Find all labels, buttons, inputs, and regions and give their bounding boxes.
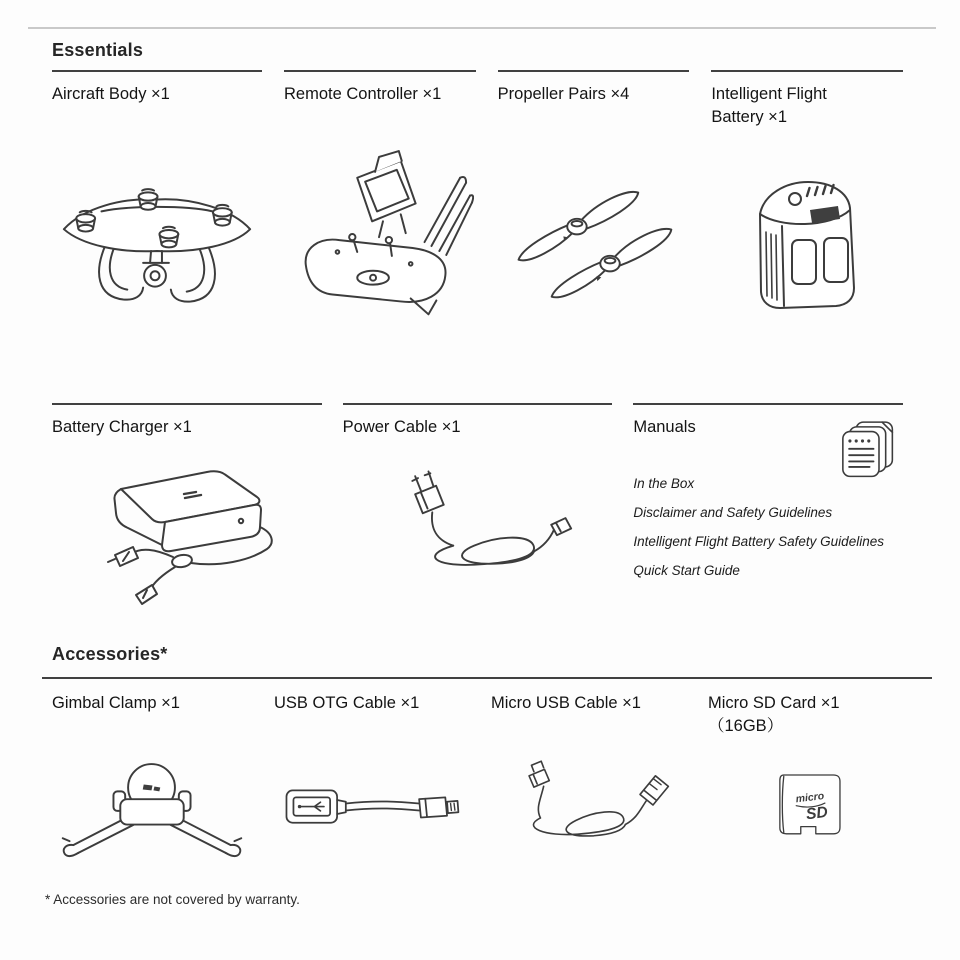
- micro-sd-card-label: Micro SD Card ×1: [708, 694, 840, 712]
- manuals-list-item: Intelligent Flight Battery Safety Guidelines: [633, 534, 884, 549]
- essentials-row-1: [52, 70, 903, 369]
- accessories-heading: Accessories*: [52, 644, 168, 664]
- item-power-cable: [343, 403, 613, 618]
- manuals-list-item: Disclaimer and Safety Guidelines: [633, 505, 833, 520]
- item-label-usb-otg-cable: USB OTG Cable ×1: [274, 694, 420, 712]
- propeller-pair-illustration: [498, 129, 690, 369]
- battery-charger-illustration: [52, 440, 322, 618]
- item-flight-battery: [711, 70, 903, 369]
- manuals-list-item: In the Box: [633, 476, 695, 491]
- essentials-heading: Essentials: [52, 40, 144, 60]
- item-label-manuals: Manuals: [633, 418, 696, 436]
- item-micro-sd-card: [708, 679, 903, 866]
- item-label-remote-controller: Remote Controller ×1: [284, 85, 442, 103]
- item-label-propeller-pairs: Propeller Pairs ×4: [497, 85, 630, 103]
- item-manuals: [633, 403, 903, 618]
- aircraft-drone-illustration: [52, 129, 262, 369]
- item-battery-charger: [52, 403, 322, 618]
- item-label-aircraft-body: Aircraft Body ×1: [52, 85, 170, 103]
- gimbal-clamp-illustration: [52, 748, 252, 866]
- item-micro-usb-cable: [491, 679, 686, 866]
- item-label-battery-charger: Battery Charger ×1: [52, 418, 192, 436]
- item-label-gimbal-clamp: Gimbal Clamp ×1: [52, 694, 180, 712]
- micro-sd-card-illustration: [708, 748, 903, 866]
- top-divider: [28, 27, 936, 29]
- manuals-list-item: Quick Start Guide: [633, 563, 740, 578]
- micro-sd-logo-bottom: SD: [804, 803, 829, 824]
- item-label-micro-sd-card: [708, 692, 903, 744]
- item-gimbal-clamp: [52, 679, 252, 866]
- essentials-row-2: [52, 403, 903, 618]
- remote-controller-illustration: [284, 129, 476, 369]
- item-label-power-cable: Power Cable ×1: [342, 418, 461, 436]
- flight-battery-illustration: [711, 129, 903, 369]
- item-propeller-pairs: [498, 70, 690, 369]
- warranty-footnote: * Accessories are not covered by warranty.: [45, 892, 300, 907]
- accessories-row: [52, 679, 903, 866]
- micro-sd-card-capacity: （16GB）: [708, 717, 784, 735]
- item-usb-otg-cable: [274, 679, 469, 866]
- item-remote-controller: [284, 70, 476, 369]
- item-label-flight-battery: Intelligent Flight Battery ×1: [711, 85, 827, 126]
- usb-otg-cable-illustration: [274, 748, 469, 866]
- manuals-documents-icon: [835, 419, 901, 490]
- micro-sd-logo-top: micro: [794, 791, 825, 806]
- micro-usb-cable-illustration: [491, 748, 686, 866]
- power-cable-illustration: [343, 440, 613, 618]
- item-aircraft-body: [52, 70, 262, 369]
- item-label-micro-usb-cable: Micro USB Cable ×1: [491, 694, 641, 712]
